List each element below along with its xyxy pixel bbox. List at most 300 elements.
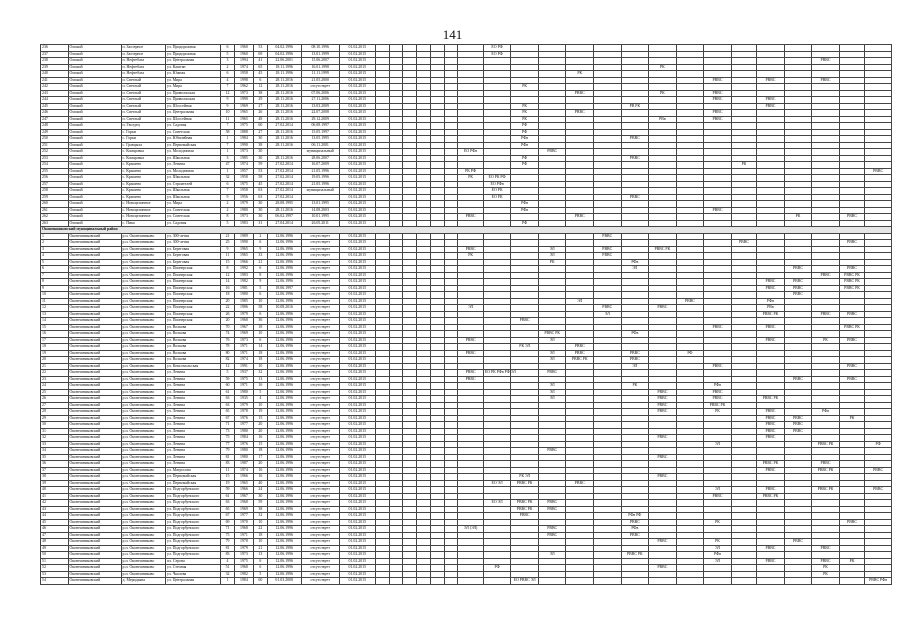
table-cell: 22.06.2001 [267,58,301,65]
table-cell: 20 [221,298,235,305]
table-cell: отсутствует [301,428,339,435]
table-cell: р.п. Оконешниково [121,344,166,351]
table-cell: 12.06.1996 [267,422,301,429]
table-cell: 01.03.2008 [267,578,301,585]
table-cell: 67 [221,415,235,422]
table-cell: отсутствует [301,285,339,292]
table-cell: 6 [253,337,267,344]
table-cell: РФв [704,383,732,390]
table-cell: РВВС [704,90,732,97]
table-cell: Оконешниковский [68,370,121,377]
table-cell: 34 [41,448,69,455]
table-cell: 1984 [234,578,253,585]
table-cell: 06.08.1997 [301,123,339,130]
table-cell: РВВС [757,487,785,494]
table-cell: Оконешниковский [68,539,121,546]
table-cell: р.п. Оконешниково [121,396,166,403]
table-cell: РВВС [458,337,483,344]
table-cell: 12.06.1996 [267,311,301,318]
table-cell: 1 [221,136,235,143]
table-cell: ул. Подгорбунского [166,532,221,539]
table-cell: 1982 [234,571,253,578]
table-cell: Оконешниковский [68,526,121,533]
table-cell: 12.06.1996 [267,558,301,565]
table-cell: РФв [511,207,539,214]
table-cell: р.п. Оконешниково [121,240,166,247]
table-cell: 16.07.2009 [301,162,339,169]
table-cell: РВВС РК [538,331,566,338]
table-cell: р.п. Оконешниково [121,376,166,383]
table-cell: РВВС [865,467,892,474]
table-cell: ЕО РВВС ЭЛ [511,578,539,585]
table-cell: р.п. Оконешниково [121,428,166,435]
table-cell: 253 [41,155,69,162]
table-cell: 01.02.2015 [339,292,375,299]
table-cell: 20 [41,357,69,364]
table-cell: 10 [221,110,235,117]
table-cell: 8 [221,214,235,221]
table-cell: р.п. Оконешниково [121,480,166,487]
table-cell: 6 [253,311,267,318]
table-cell: р.п. Оконешниково [121,506,166,513]
table-cell: 1979 [234,311,253,318]
table-cell: 12 [253,84,267,91]
table-cell: РФ [865,441,892,448]
table-cell: 7 [221,188,235,195]
table-cell: 24 [41,383,69,390]
table-cell: 01.02.2015 [339,84,375,91]
table-cell: ЭЛ [704,487,732,494]
table-cell: 1986 [234,305,253,312]
table-cell: 11.11.1999 [301,71,339,78]
table-cell: 7 [41,272,69,279]
table-cell: 12.06.1996 [267,259,301,266]
table-cell: отсутствует [301,292,339,299]
table-cell: 18 [253,350,267,357]
table-cell: ул. Советская [166,207,221,214]
table-cell: 81 [221,545,235,552]
table-cell: р.п. Оконешниково [121,409,166,416]
table-cell: отсутствует [301,84,339,91]
table-cell: 75 [221,435,235,442]
table-cell: 1970 [234,519,253,526]
table-cell: РВВС [757,428,785,435]
table-cell: РВВС [839,311,864,318]
table-cell: РВВС РК [511,506,539,513]
table-cell [566,578,594,585]
table-cell: ул. Ленина [166,162,221,169]
table-cell: с. Крашено [121,188,166,195]
table-cell: 2 [41,240,69,247]
table-cell: 1976 [234,441,253,448]
table-cell: Оконешниковский [68,435,121,442]
table-cell: п. Светлый [121,116,166,123]
table-cell: Омский [68,77,121,84]
table-cell: 28.11.2016 [267,142,301,149]
table-cell: 1990 [234,97,253,104]
table-cell: Омский [68,162,121,169]
table-cell: РВВС [865,487,892,494]
table-cell: ул. Советская [166,129,221,136]
table-cell: Оконешниковский [68,311,121,318]
table-cell: Омский [68,110,121,117]
table-cell: 39 [41,480,69,487]
table-cell: отсутствует [301,259,339,266]
table-cell: ЭЛ [566,298,594,305]
table-cell: Оконешниковский [68,454,121,461]
table-cell: 28.11.2016 [267,84,301,91]
table-cell: 5 [221,220,235,227]
table-cell: 18.11.1996 [267,64,301,71]
table-cell: 1960 [234,51,253,58]
table-cell: 20 [221,318,235,325]
table-cell: 6 [253,558,267,565]
table-cell: 1992 [234,266,253,273]
table-cell: п. Светлый [121,84,166,91]
table-cell: РВВС [757,324,785,331]
table-cell: Оконешниковский [68,331,121,338]
table-cell: 07.06.2006 [301,90,339,97]
table-cell: с. Крашено [121,162,166,169]
table-cell: РК [731,162,756,169]
table-cell: Омский [68,64,121,71]
table-cell: 29 [253,97,267,104]
table-cell: 12.06.1996 [267,571,301,578]
table-cell: ул. Мира [166,77,221,84]
table-cell: ул. Школьная [166,194,221,201]
table-cell: 01.02.2015 [339,461,375,468]
table-cell: 19.05.1996 [301,175,339,182]
table-cell: Оконешниковский [68,513,121,520]
table-cell: 01.02.2015 [339,578,375,585]
table-cell: 12.06.1996 [267,266,301,273]
table-cell: РВВС РК [812,487,840,494]
table-cell: РВВС [704,207,732,214]
table-cell: отсутствует [301,513,339,520]
table-cell: 01.02.2015 [339,188,375,195]
table-cell: 52 [41,565,69,572]
table-cell: Оконешниковский [68,519,121,526]
table-cell: 249 [41,129,69,136]
table-cell: 6 [253,266,267,273]
table-cell: 1994 [234,58,253,65]
table-cell: отсутствует [301,448,339,455]
table-cell: р.п. Оконешниково [121,422,166,429]
table-cell: отсутствует [301,539,339,546]
table-cell: ул. Ленина [166,383,221,390]
table-cell [538,578,566,585]
table-cell: Оконешниковский [68,448,121,455]
table-cell: 01.02.2015 [339,565,375,572]
table-cell: Омский [68,207,121,214]
table-cell: с. Крашено [121,168,166,175]
table-cell: 01.02.2015 [339,526,375,533]
table-cell: 77 [221,441,235,448]
table-cell: ул. Ленина [166,461,221,468]
table-cell: 257 [41,181,69,188]
table-cell: 01.02.2015 [339,149,375,156]
table-cell: Оконешниковский [68,253,121,260]
table-cell: 50 [41,552,69,559]
table-cell: ул. Мира [166,84,221,91]
table-cell: ул. Школьная [166,175,221,182]
table-cell: РВВС [731,240,756,247]
table-cell: р.п. Оконешниково [121,259,166,266]
table-cell: 241 [41,77,69,84]
table-cell: РВВС [594,253,622,260]
table-cell: 18 [253,448,267,455]
table-cell: ул. Подгорбунского [166,552,221,559]
table-cell: 46 [41,526,69,533]
table-cell: 01.02.2015 [339,428,375,435]
table-cell: с. Комаровка [121,155,166,162]
table-cell: 9 [221,103,235,110]
table-cell: РФ [483,565,511,572]
table-cell: с. Крашено [121,175,166,182]
table-cell: 256 [41,175,69,182]
table-cell: 27 [253,103,267,110]
table-cell: Оконешниковский [68,266,121,273]
table-cell: отсутствует [301,565,339,572]
table-cell: Оконешниковский [68,272,121,279]
table-cell: 58 [253,305,267,312]
table-cell: ЭЛ [538,357,566,364]
table-cell: 4 [221,77,235,84]
table-cell [676,578,704,585]
table-cell: отсутствует [301,240,339,247]
table-cell: 38 [253,506,267,513]
table-cell: 01.02.2015 [339,571,375,578]
table-cell: 5 [253,389,267,396]
table-cell: 32 [253,370,267,377]
table-cell [839,578,864,585]
table-cell: 252 [41,149,69,156]
table-cell: р.п. Оконешниково [121,539,166,546]
table-cell: ул. Советская [166,214,221,221]
table-cell: 26.05.2011 [301,220,339,227]
table-cell: отсутствует [301,454,339,461]
table-cell: ул. Ленина [166,402,221,409]
table-cell: 1969 [234,103,253,110]
table-cell: 51 [41,558,69,565]
table-cell: ул. Ленина [166,454,221,461]
table-cell: Оконешниковский [68,552,121,559]
table-cell: отсутствует [301,324,339,331]
table-cell: РВВС [839,240,864,247]
table-cell: РВВС РК [511,480,539,487]
table-cell: 13 [253,376,267,383]
table-cell: РВВС [511,513,539,520]
table-cell: ул. Ленина [166,389,221,396]
table-cell: 7 [221,123,235,130]
table-cell: отсутствует [301,383,339,390]
table-cell: 36 [253,318,267,325]
table-cell: 12.06.1996 [267,272,301,279]
table-cell: 12.06.1996 [267,493,301,500]
table-cell: 6 [253,565,267,572]
table-cell: р.п. Оконешниково [121,298,166,305]
table-cell: 1981 [234,285,253,292]
table-cell: р.п. Оконешниково [121,350,166,357]
table-cell: ул. Волкова [166,324,221,331]
table-cell: РВВС [621,532,649,539]
table-cell: 01.02.2015 [339,513,375,520]
table-cell: РФв [757,298,785,305]
table-cell: 63 [221,402,235,409]
table-cell: 30 [253,207,267,214]
table-cell: Оконешниковский [68,415,121,422]
table-cell: 12.06.1996 [267,461,301,468]
table-cell: 1968 [234,500,253,507]
table-cell: 28.11.2016 [267,97,301,104]
table-cell: 12.06.1996 [267,331,301,338]
table-cell: с. Горки [121,136,166,143]
table-cell: Омский [68,168,121,175]
table-cell: 81 [221,454,235,461]
table-cell: 01.02.2015 [339,337,375,344]
table-cell: РВВС [839,519,864,526]
table-cell: 4 [221,558,235,565]
table-cell [458,578,483,585]
table-cell: 01.02.2015 [339,506,375,513]
table-cell: отсутствует [301,578,339,585]
table-cell: 12.06.1996 [267,532,301,539]
table-cell: Омский [68,129,121,136]
table-cell: ЕО РК РФ [483,175,511,182]
table-cell: 237 [41,51,69,58]
table-cell [403,578,417,585]
table-cell: 1935 [234,396,253,403]
table-cell: 74 [221,331,235,338]
table-cell: 1998 [234,77,253,84]
table-cell: 12.06.1996 [267,428,301,435]
table-cell: 13 [253,552,267,559]
table-cell: ЭЛ [538,383,566,390]
table-cell: 2 [221,207,235,214]
table-cell: ЭЛ [538,552,566,559]
table-cell: 51 [221,565,235,572]
table-cell: отсутствует [301,545,339,552]
table-cell: 239 [41,64,69,71]
table-cell: 01.02.2015 [339,415,375,422]
table-cell: ул. Пионерская [166,272,221,279]
table-cell: 12.06.1996 [267,500,301,507]
table-cell: р.п. Оконешниково [121,337,166,344]
table-cell: ЕО РК [483,188,511,195]
table-cell: ЕО ЭЛ [483,480,511,487]
table-cell: 1980 [234,292,253,299]
table-cell: 1958 [234,188,253,195]
table-cell: 21 [253,545,267,552]
table-cell: 10 [253,519,267,526]
table-cell: 1968 [234,318,253,325]
table-cell: 1968 [234,526,253,533]
table-cell: РВВС [566,110,594,117]
table-cell: 14 [41,318,69,325]
table-cell: ЕО РФ [483,51,511,58]
table-cell: РВВС [594,305,622,312]
table-cell: Оконешниковский [68,305,121,312]
table-cell: муниципальный [301,149,339,156]
table-cell: 27 [253,129,267,136]
table-cell: ЭЛ [704,441,732,448]
table-cell: РВВС [757,103,785,110]
table-cell: 1984 [234,136,253,143]
table-cell: п. Гвоздец [121,123,166,130]
table-cell: 01.02.2015 [339,402,375,409]
table-cell: 263 [41,220,69,227]
table-cell: 01.02.2015 [339,201,375,208]
table-cell: РК [538,259,566,266]
table-cell: 83 [221,552,235,559]
table-cell [417,578,431,585]
table-cell: с. Новоцелинное [121,201,166,208]
table-cell: РВВС [649,474,677,481]
table-cell: отсутствует [301,441,339,448]
table-cell: ул. Садовая [166,123,221,130]
table-cell: Оконешниковский [68,578,121,585]
table-cell: РВВС [538,506,566,513]
table-cell: 65 [253,64,267,71]
table-cell: Омский [68,155,121,162]
table-cell: ул. Центральная [166,578,221,585]
table-cell: РК [839,558,864,565]
table-cell: Оконешниковский [68,487,121,494]
table-cell: отсутствует [301,532,339,539]
table-cell: отсутствует [301,422,339,429]
table-cell: ул. Садовая [166,220,221,227]
table-cell: 18.11.1996 [267,71,301,78]
table-cell: р.п. Оконешниково [121,357,166,364]
table-cell: Омский [68,84,121,91]
table-cell: ул. Ленина [166,376,221,383]
table-cell: 23 [41,376,69,383]
table-cell: отсутствует [301,396,339,403]
table-cell: 1 [41,233,69,240]
table-cell: 5 [221,370,235,377]
table-cell: 79 [221,448,235,455]
table-cell: 65 [221,506,235,513]
table-cell: РВВС [649,539,677,546]
table-cell: 11 [221,467,235,474]
table-cell: 38 [41,474,69,481]
table-cell: р.п. Оконешниково [121,519,166,526]
table-cell: 30 [253,149,267,156]
table-cell: 9 [221,97,235,104]
table-cell: РВВС [704,493,732,500]
table-cell: 13.01.1999 [301,51,339,58]
table-cell: РК [511,110,539,117]
table-cell: 16 [253,467,267,474]
table-cell: РВВС [594,246,622,253]
table-cell: р.п. Оконешниково [121,493,166,500]
table-cell: 1958 [234,71,253,78]
table-cell: ул. Придорожная [166,45,221,52]
table-cell: 28.11.2016 [267,136,301,143]
table-cell: 1966 [234,474,253,481]
table-cell: ул. 300-летия [166,240,221,247]
table-cell: 08.10.1996 [301,45,339,52]
table-cell: п. Нефтебаза [121,71,166,78]
table-cell: 8 [221,266,235,273]
table-cell: 8 [253,272,267,279]
table-cell: РВВС [757,409,785,416]
table-cell [731,578,756,585]
table-cell: 12.06.1996 [267,441,301,448]
table-cell: РВВС [784,539,812,546]
table-cell: 17 [41,337,69,344]
table-cell: РВВС [649,409,677,416]
